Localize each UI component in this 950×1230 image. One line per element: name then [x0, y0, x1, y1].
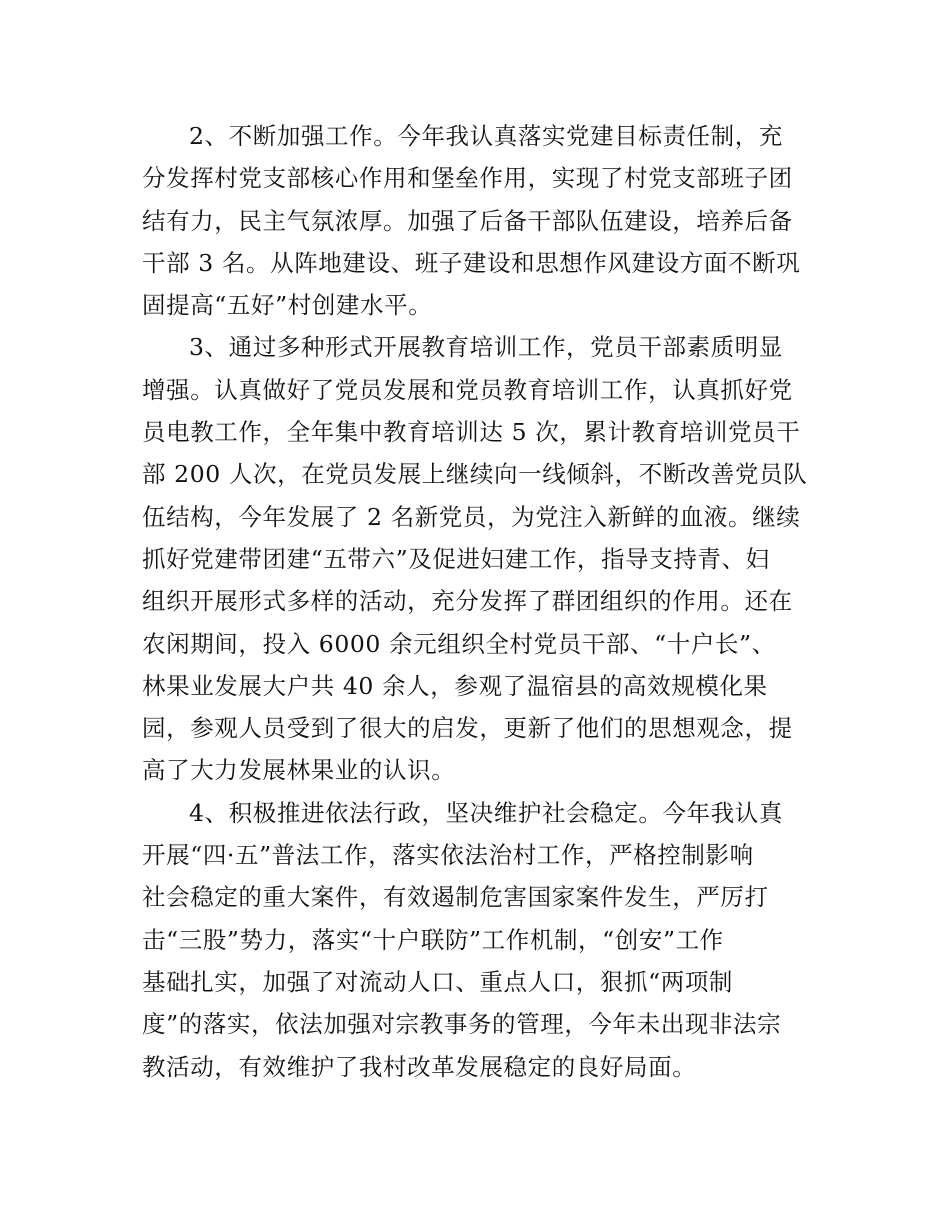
text-line: 结有力，民主气氛浓厚。加强了后备干部队伍建设，培养后备: [142, 206, 793, 235]
paragraph-2: [142, 115, 814, 326]
text-line: 开展“四·五”普法工作，落实依法治村工作，严格控制影响: [142, 841, 754, 870]
text-line: 度”的落实，依法加强对宗教事务的管理，今年未出现非法宗: [142, 1010, 782, 1039]
text-line: 击“三股”势力，落实“十户联防”工作机制，“创安”工作: [142, 925, 724, 954]
text-line: 社会稳定的重大案件，有效遏制危害国家案件发生，严厉打: [142, 883, 769, 912]
paragraph-4: [142, 792, 814, 1088]
text-line: 农闲期间，投入 6000 余元组织全村党员干部、“十户长”、: [142, 629, 776, 658]
text-line: 2、不断加强工作。今年我认真落实党建目标责任制，充: [189, 122, 783, 150]
text-line: 基础扎实，加强了对流动人口、重点人口，狠抓“两项制: [142, 967, 734, 996]
text-line: 教活动，有效维护了我村改革发展稳定的良好局面。: [142, 1052, 697, 1081]
text-line: 固提高“五好”村创建水平。: [142, 291, 433, 320]
text-line: 高了大力发展林果业的认识。: [142, 756, 456, 785]
text-line: 园，参观人员受到了很大的启发，更新了他们的思想观念，提: [142, 714, 793, 743]
text-line: 抓好党建带团建“五带六”及促进妇建工作，指导支持青、妇: [142, 544, 770, 573]
text-line: 林果业发展大户共 40 余人，参观了温宿县的高效规模化果: [142, 671, 768, 700]
text-line: 3、通过多种形式开展教育培训工作，党员干部素质明显: [189, 333, 783, 362]
text-line: 员电教工作，全年集中教育培训达 5 次，累计教育培训党员干: [142, 418, 801, 447]
text-line: 组织开展形式多样的活动，充分发挥了群团组织的作用。还在: [142, 587, 793, 616]
text-line: 4、积极推进依法行政，坚决维护社会稳定。今年我认真: [189, 798, 783, 827]
document-body: [142, 115, 814, 1088]
text-line: 干部 3 名。从阵地建设、班子建设和思想作风建设方面不断巩: [142, 248, 801, 277]
text-line: 部 200 人次，在党员发展上继续向一线倾斜，不断改善党员队: [142, 460, 808, 489]
text-line: 分发挥村党支部核心作用和堡垒作用，实现了村党支部班子团: [142, 164, 793, 193]
text-line: 伍结构，今年发展了 2 名新党员，为党注入新鲜的血液。继续: [142, 502, 801, 531]
paragraph-3: [142, 326, 814, 791]
text-line: 增强。认真做好了党员发展和党员教育培训工作，认真抓好党: [142, 375, 793, 404]
